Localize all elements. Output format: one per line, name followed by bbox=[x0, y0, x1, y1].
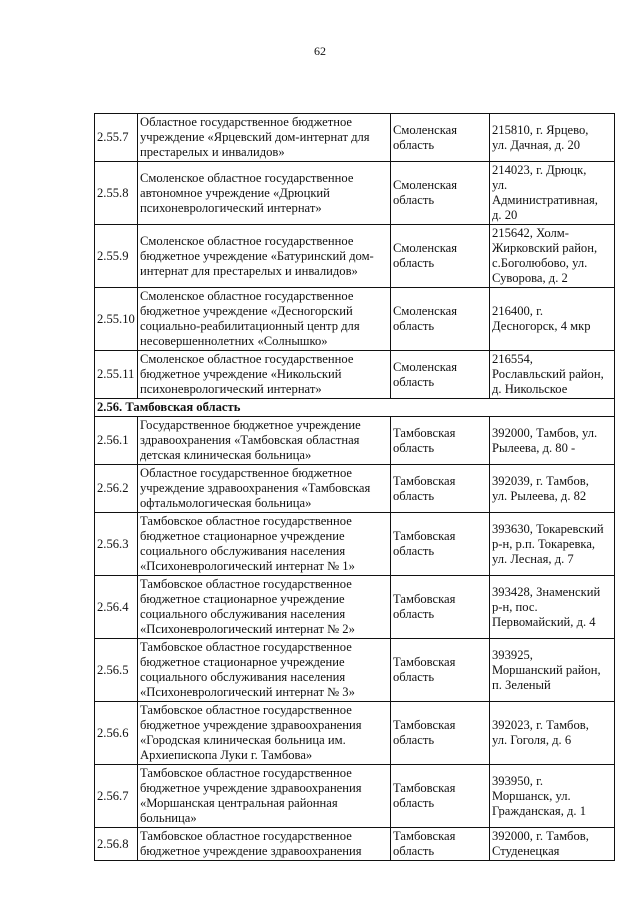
table-row bbox=[95, 465, 615, 513]
address: 393428, Знаменский р-н, пос. Первомайский, д. 4 bbox=[490, 576, 615, 639]
region: Тамбовская область bbox=[391, 417, 490, 465]
region: Смоленская область bbox=[391, 114, 490, 162]
region: Тамбовская область bbox=[391, 828, 490, 861]
region: Смоленская область bbox=[391, 288, 490, 351]
table-row bbox=[95, 288, 615, 351]
region: Тамбовская область bbox=[391, 513, 490, 576]
row-number: 2.56.3 bbox=[95, 513, 138, 576]
institution-name: Смоленское областное государственное бюджетное учреждение «Никольский психоневрологический интернат» bbox=[138, 351, 391, 399]
table-row bbox=[95, 114, 615, 162]
row-number: 2.56.1 bbox=[95, 417, 138, 465]
region: Тамбовская область bbox=[391, 465, 490, 513]
institution-name: Смоленское областное государственное бюджетное учреждение «Десногорский социально-реабилитационный центр для несовершеннолетних «Солнышко» bbox=[138, 288, 391, 351]
region: Тамбовская область bbox=[391, 765, 490, 828]
institution-name: Тамбовское областное государственное бюджетное стационарное учреждение социального обслуживания населения «Психоневрологический интернат № 1» bbox=[138, 513, 391, 576]
row-number: 2.56.5 bbox=[95, 639, 138, 702]
address: 393950, г. Моршанск, ул. Гражданская, д. 1 bbox=[490, 765, 615, 828]
institution-name: Тамбовское областное государственное бюджетное стационарное учреждение социального обслуживания населения «Психоневрологический интернат № 2» bbox=[138, 576, 391, 639]
row-number: 2.56.8 bbox=[95, 828, 138, 861]
table-row bbox=[95, 351, 615, 399]
address: 215642, Холм- Жирковский район, с.Боголюбово, ул. Суворова, д. 2 bbox=[490, 225, 615, 288]
row-number: 2.55.9 bbox=[95, 225, 138, 288]
address: 216400, г. Десногорск, 4 мкр bbox=[490, 288, 615, 351]
region: Тамбовская область bbox=[391, 639, 490, 702]
table-row bbox=[95, 162, 615, 225]
address: 393630, Токаревский р-н, р.п. Токаревка, ул. Лесная, д. 7 bbox=[490, 513, 615, 576]
institution-name: Тамбовское областное государственное бюджетное учреждение здравоохранения «Городская клиническая больница им. Архиепископа Луки г. Тамбова» bbox=[138, 702, 391, 765]
section-heading: 2.56. Тамбовская область bbox=[95, 399, 615, 417]
address: 393925, Моршанский район, п. Зеленый bbox=[490, 639, 615, 702]
region: Смоленская область bbox=[391, 162, 490, 225]
address: 214023, г. Дрюцк, ул. Административная, д. 20 bbox=[490, 162, 615, 225]
region: Смоленская область bbox=[391, 351, 490, 399]
region: Смоленская область bbox=[391, 225, 490, 288]
address: 215810, г. Ярцево, ул. Дачная, д. 20 bbox=[490, 114, 615, 162]
institutions-table bbox=[94, 113, 615, 861]
address: 392023, г. Тамбов, ул. Гоголя, д. 6 bbox=[490, 702, 615, 765]
row-number: 2.55.11 bbox=[95, 351, 138, 399]
table-row bbox=[95, 702, 615, 765]
table-row bbox=[95, 417, 615, 465]
institution-name: Государственное бюджетное учреждение здравоохранения «Тамбовская областная детская клиническая больница» bbox=[138, 417, 391, 465]
table-row bbox=[95, 225, 615, 288]
row-number: 2.55.10 bbox=[95, 288, 138, 351]
row-number: 2.55.7 bbox=[95, 114, 138, 162]
institution-name: Областное государственное бюджетное учреждение «Ярцевский дом-интернат для престарелых и инвалидов» bbox=[138, 114, 391, 162]
row-number: 2.56.4 bbox=[95, 576, 138, 639]
address: 216554, Рославльский район, д. Никольское bbox=[490, 351, 615, 399]
table-row bbox=[95, 576, 615, 639]
institution-name: Тамбовское областное государственное бюджетное учреждение здравоохранения «Моршанская центральная районная больница» bbox=[138, 765, 391, 828]
row-number: 2.56.2 bbox=[95, 465, 138, 513]
region: Тамбовская область bbox=[391, 576, 490, 639]
address: 392039, г. Тамбов, ул. Рылеева, д. 82 bbox=[490, 465, 615, 513]
table-body bbox=[95, 114, 615, 861]
table-row bbox=[95, 765, 615, 828]
table-row bbox=[95, 513, 615, 576]
table-row bbox=[95, 639, 615, 702]
region: Тамбовская область bbox=[391, 702, 490, 765]
row-number: 2.56.6 bbox=[95, 702, 138, 765]
table-row bbox=[95, 828, 615, 861]
institution-name: Тамбовское областное государственное бюджетное стационарное учреждение социального обслуживания населения «Психоневрологический интернат № 3» bbox=[138, 639, 391, 702]
institution-name: Смоленское областное государственное автономное учреждение «Дрюцкий психоневрологический интернат» bbox=[138, 162, 391, 225]
section-row bbox=[95, 399, 615, 417]
institution-name: Тамбовское областное государственное бюджетное учреждение здравоохранения bbox=[138, 828, 391, 861]
address: 392000, Тамбов, ул. Рылеева, д. 80 - bbox=[490, 417, 615, 465]
institution-name: Областное государственное бюджетное учреждение здравоохранения «Тамбовская офтальмологическая больница» bbox=[138, 465, 391, 513]
page-number: 62 bbox=[314, 44, 326, 58]
row-number: 2.55.8 bbox=[95, 162, 138, 225]
address: 392000, г. Тамбов, Студенецкая bbox=[490, 828, 615, 861]
row-number: 2.56.7 bbox=[95, 765, 138, 828]
institution-name: Смоленское областное государственное бюджетное учреждение «Батуринский дом- интернат для престарелых и инвалидов» bbox=[138, 225, 391, 288]
